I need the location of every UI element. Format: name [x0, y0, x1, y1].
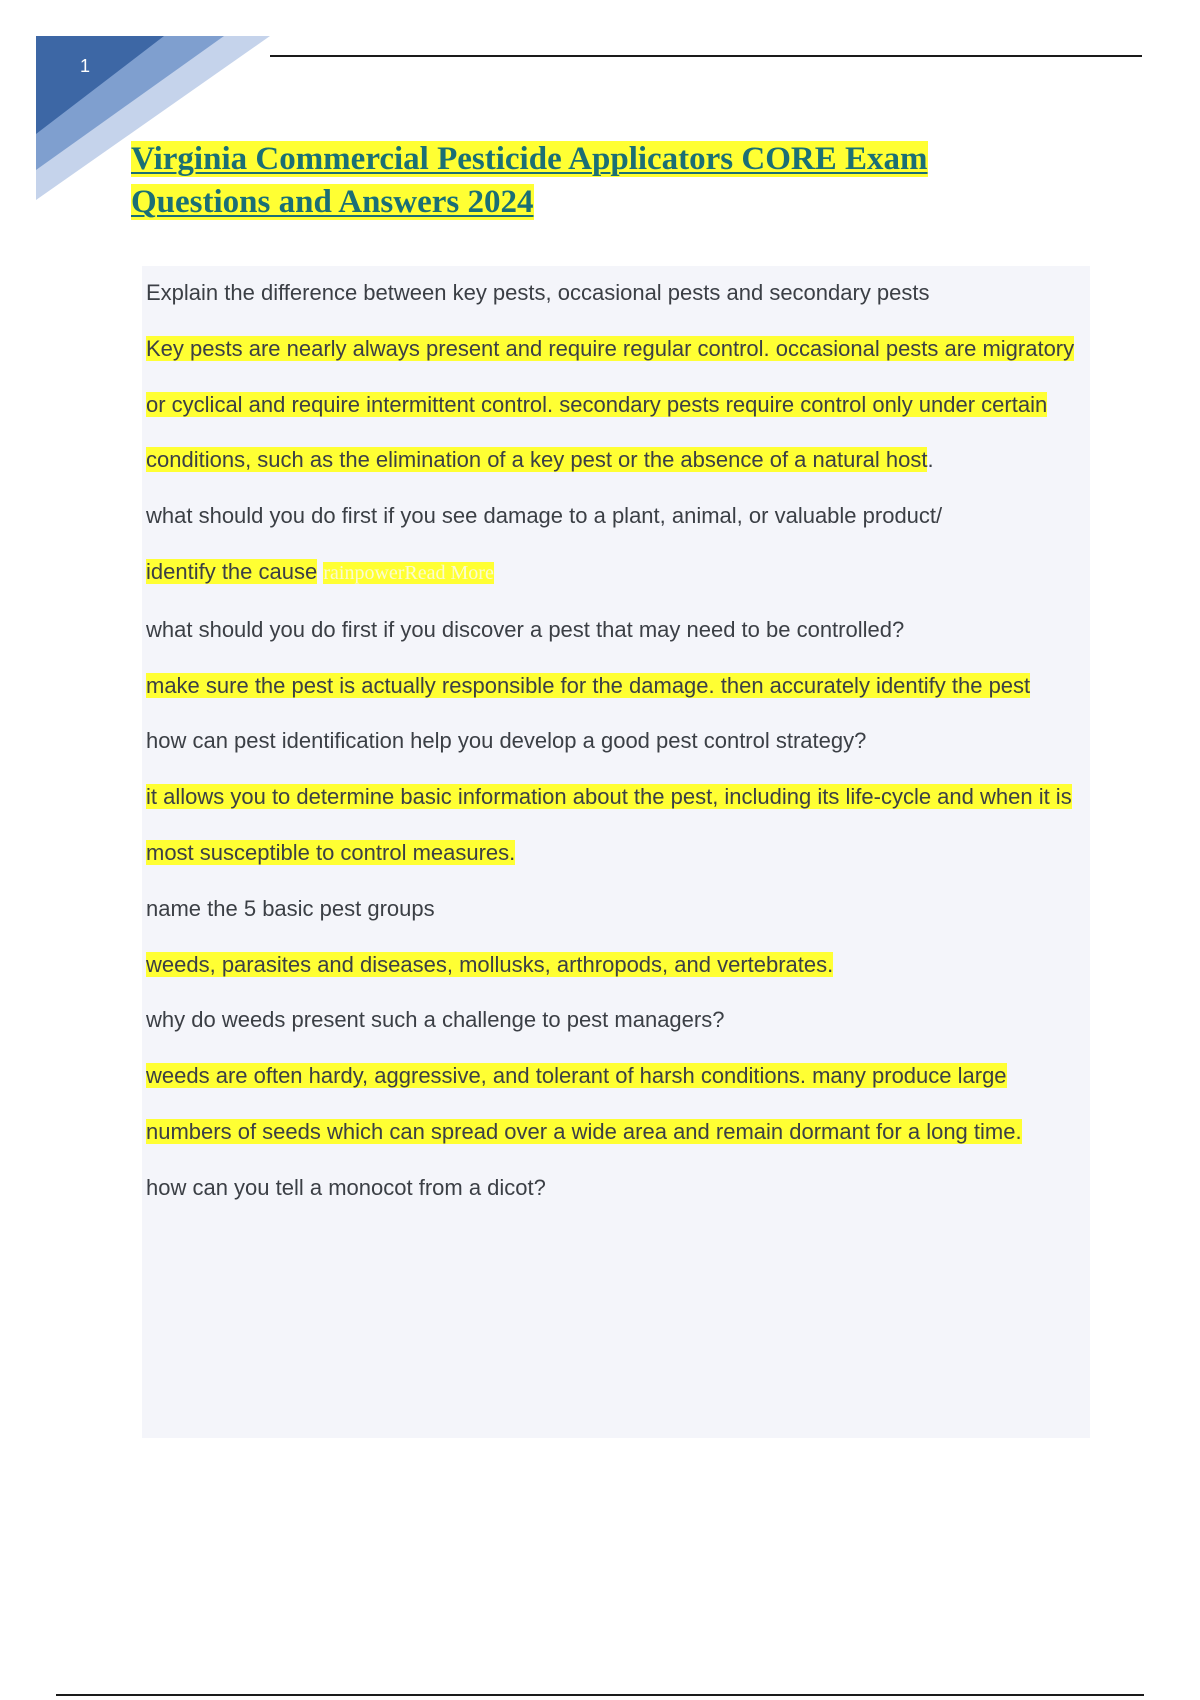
title-line-2: Questions and Answers 2024 — [131, 184, 534, 220]
answer-5-text: weeds, parasites and diseases, mollusks, arthropods, and vertebrates. — [146, 951, 834, 977]
answer-1-suffix: . — [927, 447, 934, 473]
question-2: what should you do first if you see damage to a plant, animal, or valuable product/ — [146, 503, 943, 529]
read-more-link[interactable]: rainpowerRead More — [323, 561, 494, 584]
answer-4 — [146, 769, 1076, 881]
answer-4-text: it allows you to determine basic information about the pest, including its life-cycle and when it is most susceptible to control measures. — [146, 784, 1072, 865]
document-title — [131, 138, 1051, 224]
answer-3-text: make sure the pest is actually responsible for the damage. then accurately identify the pest — [146, 672, 1031, 698]
question-1: Explain the difference between key pests, occasional pests and secondary pests — [146, 280, 930, 305]
title-line-1: Virginia Commercial Pesticide Applicators CORE Exam — [131, 141, 928, 177]
question-4: how can pest identification help you develop a good pest control strategy? — [146, 728, 867, 754]
answer-3 — [146, 658, 1076, 714]
question-5: name the 5 basic pest groups — [146, 895, 435, 921]
answer-1-text: Key pests are nearly always present and require regular control. occasional pests are migratory or cyclical and require intermittent control. secondary pests require control only under certain conditions, such as the elimination of a key pest or the absence of a natural host — [146, 335, 1075, 473]
answer-6 — [146, 1048, 1076, 1160]
answer-2 — [146, 544, 1076, 602]
question-6: why do weeds present such a challenge to pest managers? — [146, 1007, 725, 1033]
header-rule — [270, 55, 1142, 57]
footer-rule — [56, 1694, 1144, 1696]
page-number: 1 — [80, 56, 91, 76]
qa-list — [146, 265, 1076, 1216]
question-7: how can you tell a monocot from a dicot? — [146, 1174, 546, 1200]
answer-5 — [146, 937, 1076, 993]
answer-6-text: weeds are often hardy, aggressive, and tolerant of harsh conditions. many produce large numbers of seeds which can spread over a wide area and remain dormant for a long time. — [146, 1063, 1022, 1144]
answer-2-text: identify the cause — [146, 558, 318, 584]
question-3: what should you do first if you discover a pest that may need to be controlled? — [146, 616, 905, 642]
answer-1 — [146, 321, 1076, 488]
